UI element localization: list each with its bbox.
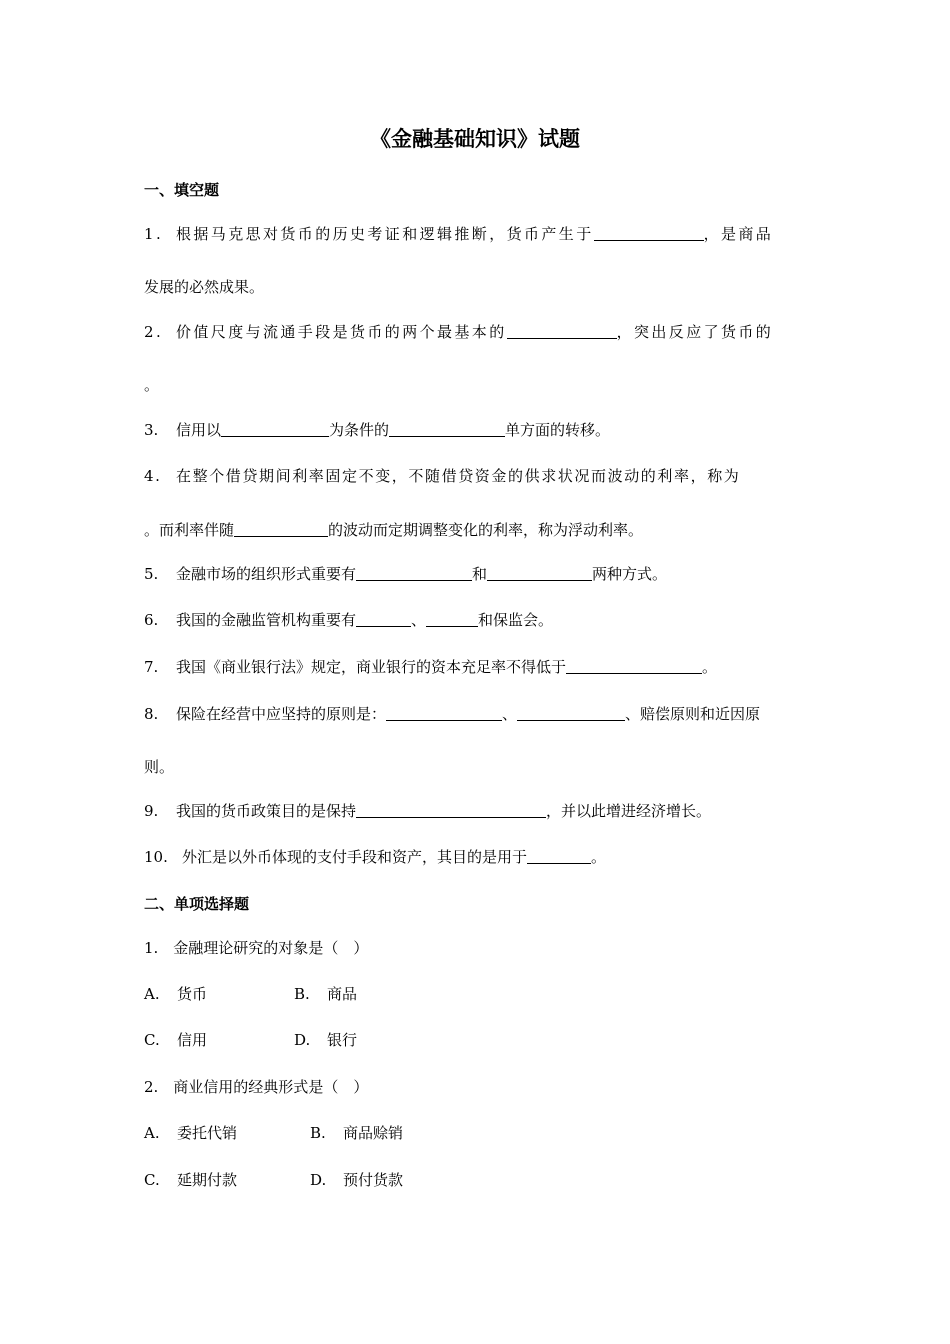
question-text: 两种方式。 — [592, 565, 668, 583]
option-label: C. — [144, 1031, 160, 1049]
option-d[interactable] — [294, 1030, 357, 1050]
answer-blank[interactable] — [426, 612, 478, 627]
fill-question-1 — [144, 224, 773, 244]
option-text: 委托代销 — [177, 1124, 238, 1142]
option-c[interactable] — [144, 1030, 294, 1050]
question-number: 8. — [144, 705, 159, 723]
option-c[interactable] — [144, 1170, 310, 1190]
choice-options-row — [144, 1123, 403, 1143]
answer-blank[interactable] — [527, 849, 591, 864]
question-text: 我国的货币政策目的是保持 — [176, 802, 357, 820]
option-a[interactable] — [144, 1123, 310, 1143]
choice-options-row — [144, 1030, 357, 1050]
fill-question-5 — [144, 564, 667, 584]
option-b[interactable] — [310, 1123, 403, 1143]
question-text: 信用以 — [176, 421, 222, 439]
answer-blank[interactable] — [389, 422, 505, 437]
option-label: D. — [294, 1031, 311, 1049]
fill-question-2-continued: 。 — [144, 376, 160, 394]
question-number: 10. — [144, 848, 168, 866]
option-text: 货币 — [177, 985, 208, 1003]
choice-options-row — [144, 984, 357, 1004]
answer-blank[interactable] — [356, 612, 411, 627]
page-title: 《金融基础知识》试题 — [370, 127, 580, 151]
question-text: 和 — [472, 565, 488, 583]
answer-blank[interactable] — [356, 566, 472, 581]
fill-question-7 — [144, 657, 717, 677]
option-text: 商品赊销 — [343, 1124, 404, 1142]
question-number: 4. — [144, 467, 162, 485]
answer-blank[interactable] — [487, 566, 592, 581]
option-d[interactable] — [310, 1170, 403, 1190]
question-number: 7. — [144, 658, 159, 676]
question-text: 外汇是以外币体现的支付手段和资产，其目的是用于 — [182, 848, 528, 866]
question-text: ，突出反应了货币的 — [616, 323, 774, 341]
answer-blank[interactable] — [507, 324, 617, 339]
choice-options-row — [144, 1170, 403, 1190]
question-text: 。 — [591, 848, 607, 866]
option-text: 信用 — [177, 1031, 208, 1049]
fill-question-8-continued: 则。 — [144, 758, 175, 776]
option-text: 延期付款 — [177, 1171, 238, 1189]
choice-question-1: 1. 金融理论研究的对象是（ ） — [144, 939, 369, 957]
choice-question-2: 2. 商业信用的经典形式是（ ） — [144, 1078, 369, 1096]
option-label: A. — [144, 985, 160, 1003]
question-text: 保险在经营中应坚持的原则是： — [176, 705, 387, 723]
question-number: 3. — [144, 421, 159, 439]
option-label: A. — [144, 1124, 160, 1142]
question-text: 、赔偿原则和近因原 — [625, 705, 761, 723]
answer-blank[interactable] — [356, 803, 546, 818]
question-number: 1. — [144, 225, 164, 243]
question-number: 2. — [144, 323, 164, 341]
option-a[interactable] — [144, 984, 294, 1004]
answer-blank[interactable] — [566, 659, 702, 674]
question-text: 我国的金融监管机构重要有 — [176, 611, 357, 629]
answer-blank[interactable] — [517, 706, 625, 721]
question-text: 、 — [502, 705, 518, 723]
option-label: C. — [144, 1171, 160, 1189]
fill-question-4-continued — [144, 520, 643, 540]
fill-question-9 — [144, 801, 711, 821]
fill-question-4 — [144, 466, 740, 486]
answer-blank[interactable] — [234, 522, 328, 537]
answer-blank[interactable] — [221, 422, 329, 437]
option-text: 商品 — [327, 985, 358, 1003]
question-text: 在整个借贷期间利率固定不变，不随借贷资金的供求状况而波动的利率，称为 — [176, 467, 741, 485]
section-heading-fill-in: 一、填空题 — [144, 181, 220, 199]
option-text: 银行 — [327, 1031, 358, 1049]
answer-blank[interactable] — [594, 226, 704, 241]
question-text: 根据马克思对货币的历史考证和逻辑推断，货币产生于 — [176, 225, 594, 243]
question-text: 和保监会。 — [478, 611, 554, 629]
fill-question-8 — [144, 704, 760, 724]
question-text: 金融市场的组织形式重要有 — [176, 565, 357, 583]
question-text: 。而利率伴随 — [144, 521, 235, 539]
answer-blank[interactable] — [386, 706, 502, 721]
question-text: ，是商品 — [703, 225, 774, 243]
question-text: 价值尺度与流通手段是货币的两个最基本的 — [176, 323, 507, 341]
option-text: 预付货款 — [343, 1171, 404, 1189]
fill-question-2 — [144, 322, 773, 342]
question-text: 。 — [702, 658, 718, 676]
question-number: 6. — [144, 611, 159, 629]
question-text: 我国《商业银行法》规定，商业银行的资本充足率不得低于 — [176, 658, 567, 676]
question-text: ，并以此增进经济增长。 — [546, 802, 712, 820]
question-text: 为条件的 — [329, 421, 390, 439]
question-text: 、 — [411, 611, 427, 629]
fill-question-1-continued: 发展的必然成果。 — [144, 278, 265, 296]
option-label: D. — [310, 1171, 327, 1189]
option-label: B. — [310, 1124, 326, 1142]
question-number: 5. — [144, 565, 159, 583]
fill-question-6 — [144, 610, 553, 630]
question-number: 9. — [144, 802, 159, 820]
fill-question-3 — [144, 420, 610, 440]
question-text: 单方面的转移。 — [505, 421, 611, 439]
question-text: 的波动而定期调整变化的利率，称为浮动利率。 — [328, 521, 644, 539]
section-heading-single-choice: 二、单项选择题 — [144, 895, 250, 913]
option-label: B. — [294, 985, 310, 1003]
option-b[interactable] — [294, 984, 357, 1004]
fill-question-10 — [144, 847, 606, 867]
